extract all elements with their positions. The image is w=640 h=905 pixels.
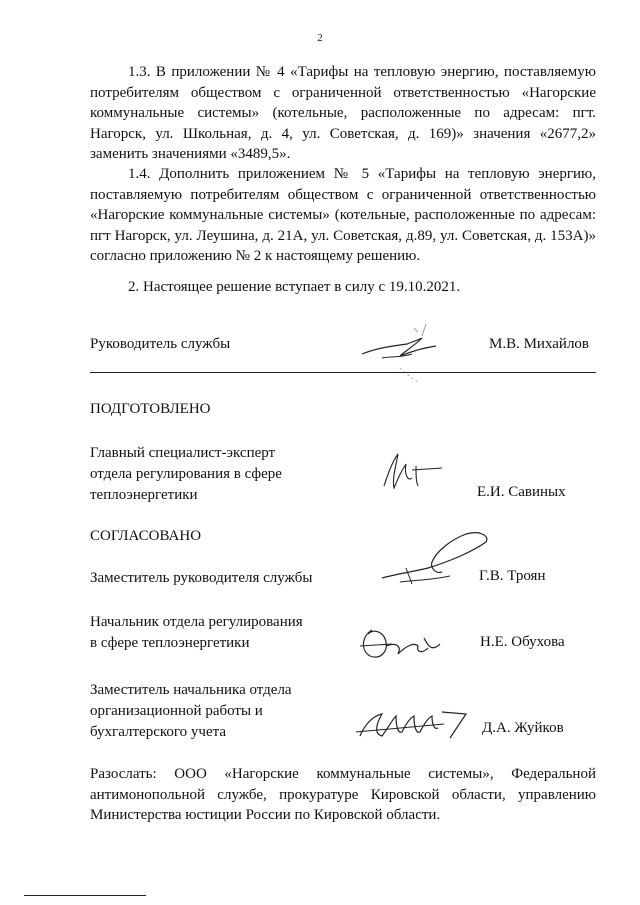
agreed-position-line: Заместитель начальника отдела: [90, 682, 292, 698]
prepared-name: Е.И. Савиных: [477, 484, 566, 500]
agreed-signer-2-signature: [352, 616, 452, 666]
page-number: 2: [317, 32, 323, 44]
prepared-position: [90, 443, 282, 506]
agreed-heading: СОГЛАСОВАНО: [90, 528, 202, 544]
agreed-signer-2-name: Н.Е. Обухова: [480, 634, 565, 650]
agreed-position-line: Начальник отдела регулирования: [90, 614, 303, 630]
agreed-signer-3-name: Д.А. Жуйков: [482, 720, 564, 736]
agreed-position-line: организационной работы и: [90, 703, 263, 719]
agreed-signer-1-name: Г.В. Троян: [479, 568, 546, 584]
paragraph-2: 2. Настоящее решение вступает в силу с 19.10.2021.: [128, 279, 461, 295]
distribution-list: Разослать: ООО «Нагорские коммунальные системы», Федеральной антимонопольной службе, прокуратуре Кировской области, управлению Министерства юстиции России по Кировской области.: [90, 766, 596, 823]
footnote-line: [24, 895, 146, 896]
agreed-signer-1-position: [90, 568, 312, 589]
paragraph-1-4: 1.4. Дополнить приложением № 5 «Тарифы на тепловую энергию, поставляемую потребителям обществом с ограниченной ответственностью «Нагорские коммунальные системы» (котельные, расположенные по адресам: пгт Нагорск, ул. Леушина, д. 21А, ул. Советская, д.89, ул. Советская, д. 153А)» согласно приложению № 2 к настоящему решению.: [90, 166, 596, 264]
agreed-signer-1-signature: [376, 528, 496, 592]
separator-line: [90, 372, 596, 373]
agreed-signer-3-signature: [352, 702, 476, 746]
prepared-heading: ПОДГОТОВЛЕНО: [90, 401, 211, 417]
prepared-position-line: отдела регулирования в сфере: [90, 466, 282, 482]
agreed-signer-2-position: [90, 612, 303, 654]
head-title: Руководитель службы: [90, 336, 231, 352]
head-name: М.В. Михайлов: [489, 336, 590, 352]
prepared-position-line: Главный специалист-эксперт: [90, 445, 276, 461]
paragraph-1-3: 1.3. В приложении № 4 «Тарифы на тепловую энергию, поставляемую потребителям обществом с ограниченной ответственностью «Нагорские коммунальные системы» (котельные, расположенные по адресам: пгт. Нагорск, ул. Школьная, д. 4, ул. Советская, д. 169)» значения «2677,2» заменить значениями «3489,5».: [90, 64, 596, 162]
prepared-signature: [372, 448, 452, 494]
prepared-position-line: теплоэнергетики: [90, 487, 198, 503]
agreed-position-line: в сфере теплоэнергетики: [90, 635, 250, 651]
agreed-position-line: Заместитель руководителя службы: [90, 570, 313, 586]
agreed-position-line: бухгалтерского учета: [90, 724, 227, 740]
head-signature: [352, 318, 462, 388]
agreed-signer-3-position: [90, 680, 292, 743]
